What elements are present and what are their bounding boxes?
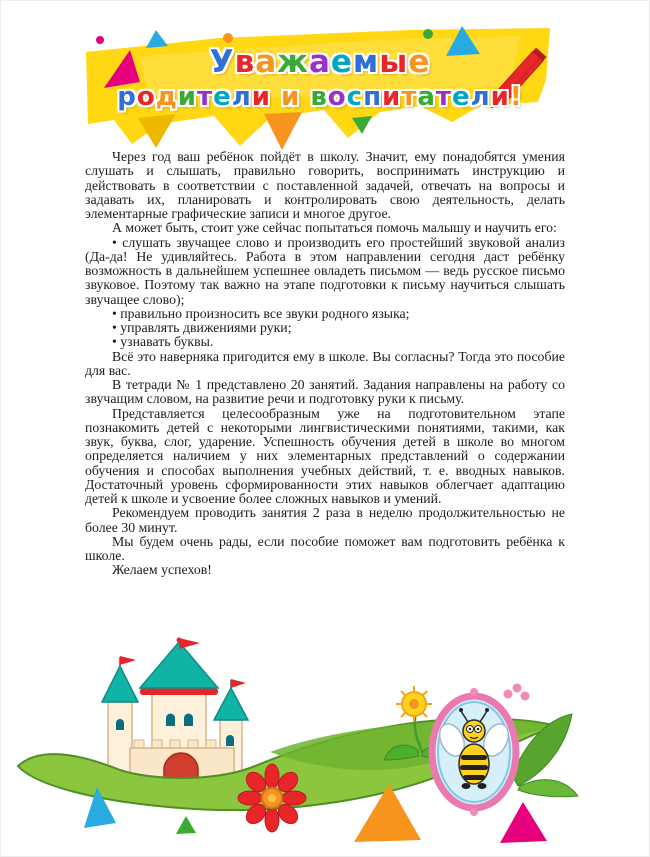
paragraph: Рекомендуем проводить занятия 2 раза в неделю продолжительностью не более 30 минут. (85, 505, 565, 535)
paragraph: Мы будем очень рады, если пособие поможет вам подготовить ребёнка к школе. (85, 533, 565, 563)
bee-mirror-illustration (432, 688, 516, 816)
triangle-decoration-green-small (176, 816, 196, 834)
bullet-paragraph: • узнавать буквы. (112, 334, 214, 350)
confetti-dot-magenta (96, 36, 104, 44)
paragraph: Через год ваш ребёнок пойдёт в школу. Значит, ему понадобятся умения слушать и слышать, правильно говорить, воспринимать инструкцию и действовать в соответствии с поставленной задачей, отвечать на вопросы и задавать их, планировать и контролировать свою деятельность, делать элементарные графические записи и многое другое. (85, 149, 565, 221)
castle-illustration (102, 638, 248, 791)
introduction-text (85, 150, 565, 578)
page-title-line1: Уважаемые (209, 44, 431, 80)
bottom-illustration (0, 634, 650, 857)
paragraph: А может быть, стоит уже сейчас попытаться помочь малышу и научить его: (112, 220, 557, 236)
triangle-decoration-magenta (500, 802, 547, 843)
title-banner (80, 26, 560, 158)
confetti-dot-green (423, 29, 433, 39)
bullet-paragraph: • управлять движениями руки; (112, 320, 292, 335)
confetti-triangle-orange (264, 112, 302, 150)
paragraph: Желаем успехов! (112, 562, 212, 578)
bullet-paragraph: • слушать звучащее слово и производить его простейший звуковой анализ (Да-да! Не удивляйтесь. Работа в этом направлении сегодня даст ребёнку возможность в дальнейшем успешнее овладеть письмом — ведь русское письмо звуковое. Поэтому так важно на этапе подготовки к письму научиться слышать звучащее слово); (85, 234, 565, 307)
paragraph: Всё это наверняка пригодится ему в школе. Вы согласны? Тогда это пособие для вас. (85, 348, 565, 378)
confetti-dot-orange (223, 33, 233, 43)
bullet-paragraph: • правильно произносить все звуки родного языка; (112, 305, 410, 321)
paragraph: Представляется целесообразным уже на подготовительном этапе познакомить детей с некоторыми лингвистическими понятиями, такими, как звук, буква, слог, ударение. Успешность обучения детей в школе во многом определяется наличием у них элементарных представлений о содержании обучения и способах выполнения учебных действий, т. е. вводных навыков. Достаточный уровень сформированности этих навыков облегчает адаптацию детей к школе и усвоение более сложных навыков и умений. (85, 405, 565, 506)
page-title-line2: родители и воспитатели! (117, 82, 523, 112)
paragraph: В тетради № 1 представлено 20 занятий. Задания направлены на работу со звучащим словом, на развитие речи и подготовку руки к письму. (85, 377, 565, 407)
flower-illustration (238, 764, 306, 832)
